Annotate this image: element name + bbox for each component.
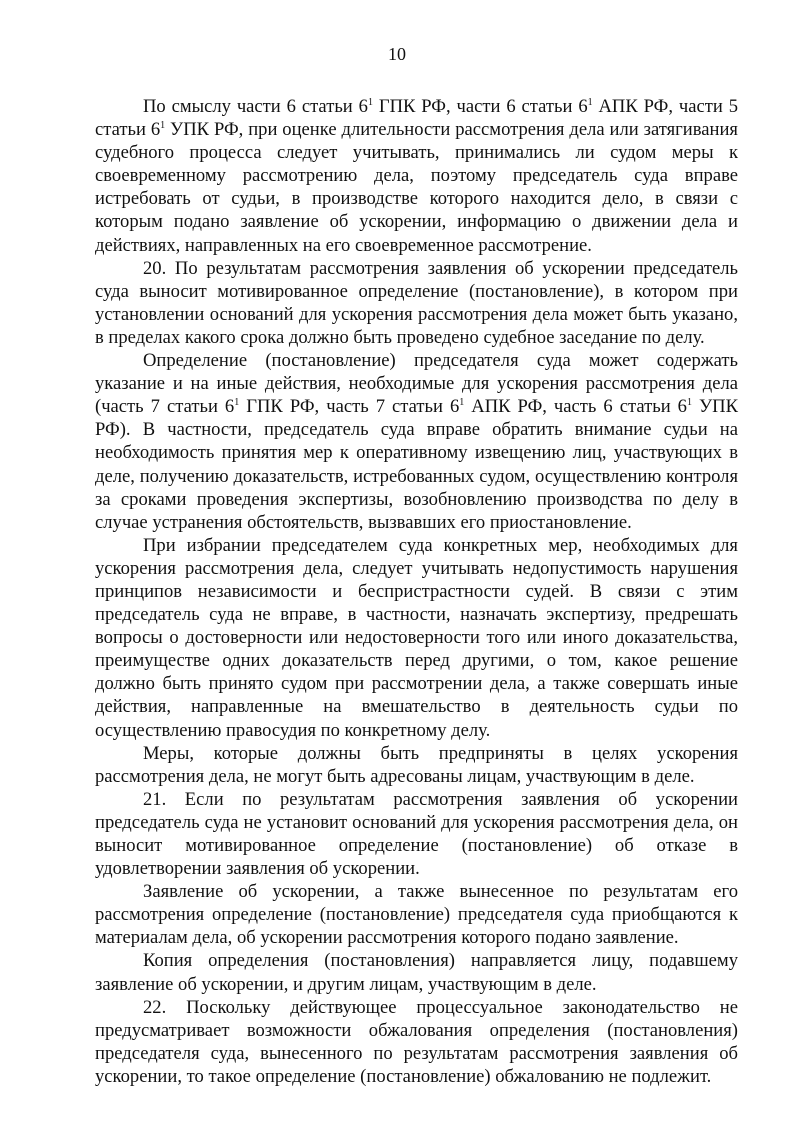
paragraph-22: 22. Поскольку действующее процессуальное законодательство не предусматривает возможности обжалования определения (постановления) председателя суда, вынесенного по результатам рассмотрения заявления об ускорении, то такое определение (постановление) обжалованию не подлежит.	[95, 996, 738, 1087]
superscript: 1	[234, 397, 240, 409]
document-body	[95, 95, 738, 1088]
paragraph-3	[95, 349, 738, 534]
paragraph-20: 20. По результатам рассмотрения заявления об ускорении председатель суда выносит мотивированное определение (постановление), в котором при установлении оснований для ускорения рассмотрения дела может быть указано, в пределах какого срока должно быть проведено судебное заседание по делу.	[95, 257, 738, 348]
superscript: 1	[686, 397, 692, 409]
superscript: 1	[160, 120, 166, 132]
text-run: АПК РФ, части 5 статьи 6	[95, 96, 738, 141]
text-run: УПК РФ, при оценке длительности рассмотрения дела или затягивания судебного процесса следует учитывать, принимались ли судом меры к своевременному рассмотрению дела, поэтому председатель суда вправе истребовать от судьи, в производстве которого находится дело, в связи с которым подано заявление об ускорении, информацию о движении дела и действиях, направленных на его своевременное рассмотрение.	[95, 119, 738, 256]
paragraph-8: Копия определения (постановления) направляется лицу, подавшему заявление об ускорении, и другим лицам, участвующим в деле.	[95, 950, 738, 995]
superscript: 1	[587, 97, 593, 108]
paragraph-21: 21. Если по результатам рассмотрения заявления об ускорении председатель суда не установит оснований для ускорения рассмотрения дела, он выносит мотивированное определение (постановление) об отказе в удовлетворении заявления об ускорении.	[95, 788, 738, 880]
paragraph-5: Меры, которые должны быть предприняты в целях ускорения рассмотрения дела, не могут быть адресованы лицам, участвующим в деле.	[95, 742, 738, 787]
text-run: УПК РФ). В частности, председатель суда вправе обратить внимание судьи на необходимость принятия мер к оперативному извещению лиц, участвующих в деле, получению доказательств, истребованных судом, осуществлению контроля за сроками проведения экспертизы, возобновлению производства по делу в случае устранения обстоятельств, вызвавших его приостановление.	[95, 396, 738, 533]
text-run: Определение (постановление) председателя суда может содержать указание и на иные действия, необходимые для ускорения рассмотрения дела (часть 7 статьи 6	[95, 350, 738, 418]
paragraph-4: При избрании председателем суда конкретных мер, необходимых для ускорения рассмотрения дела, следует учитывать недопустимость нарушения принципов независимости и беспристрастности судей. В связи с этим председатель суда не вправе, в частности, назначать экспертизу, предрешать вопросы о достоверности или недостоверности того или иного доказательства, преимуществе одних доказательств перед другими, о том, какое решение должно быть принято судом при рассмотрении дела, а также совершать иные действия, направленные на вмешательство в деятельность судьи по осуществлению правосудия по конкретному делу.	[95, 534, 738, 741]
text-run: По смыслу части 6 статьи 6	[143, 96, 368, 117]
superscript: 1	[367, 97, 373, 108]
text-run: АПК РФ, часть 6 статьи 6	[464, 396, 687, 418]
superscript: 1	[459, 397, 465, 409]
paragraph-1	[95, 95, 738, 257]
text-run: ГПК РФ, части 6 статьи 6	[372, 96, 588, 117]
page-number: 10	[388, 44, 406, 64]
paragraph-7: Заявление об ускорении, а также вынесенное по результатам его рассмотрения определение (постановление) председателя суда приобщаются к материалам дела, об ускорении рассмотрения которого подано заявление.	[95, 881, 738, 949]
text-run: ГПК РФ, часть 7 статьи 6	[239, 396, 460, 418]
